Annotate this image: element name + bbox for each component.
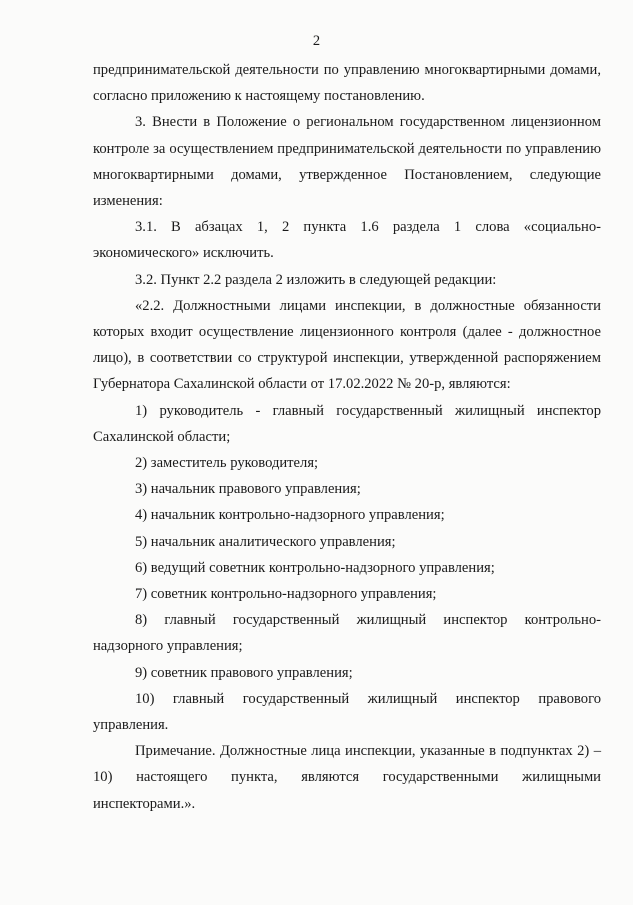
list-item-1: 1) руководитель - главный государственный жилищный инспектор Сахалинской области; <box>93 402 601 445</box>
list-item-3: 3) начальник правового управления; <box>135 481 361 498</box>
paragraph-clause-2-2: «2.2. Должностными лицами инспекции, в должностные обязанности которых входит осуществление лицензионного контроля (далее - должностное лицо), в соответствии со структурой инспекции, утвержденной распоряжением Губернатора Сахалинской области от 17.02.2022 № 20-р, являются: <box>93 297 601 393</box>
list-item-4: 4) начальник контрольно-надзорного управления; <box>135 507 445 524</box>
list-item-5: 5) начальник аналитического управления; <box>135 533 396 550</box>
list-item-10: 10) главный государственный жилищный инспектор правового управления. <box>93 690 601 734</box>
paragraph-item-3-1: 3.1. В абзацах 1, 2 пункта 1.6 раздела 1 слова «социально-экономического» исключить. <box>93 219 601 262</box>
list-item-8: 8) главный государственный жилищный инспектор контрольно-надзорного управления; <box>93 612 601 655</box>
list-item-7: 7) советник контрольно-надзорного управления; <box>135 586 437 603</box>
list-item-9: 9) советник правового управления; <box>135 664 353 681</box>
paragraph-item-3-2: 3.2. Пункт 2.2 раздела 2 изложить в следующей редакции: <box>135 271 497 288</box>
paragraph-continuation: предпринимательской деятельности по управлению многоквартирными домами, согласно приложению к настоящему постановлению. <box>93 62 601 105</box>
page-number: 2 <box>312 33 321 49</box>
paragraph-item-3: 3. Внести в Положение о региональном государственном лицензионном контроле за осуществлением предпринимательской деятельности по управлению многоквартирными домами, утвержденное Постановлением, следующие изменения: <box>93 114 601 210</box>
document-body <box>93 57 601 817</box>
note-paragraph: Примечание. Должностные лица инспекции, указанные в подпунктах 2) – 10) настоящего пункта, являются государственными жилищными инспекторами.». <box>93 743 601 812</box>
list-item-2: 2) заместитель руководителя; <box>135 455 319 472</box>
list-item-6: 6) ведущий советник контрольно-надзорного управления; <box>135 559 495 576</box>
